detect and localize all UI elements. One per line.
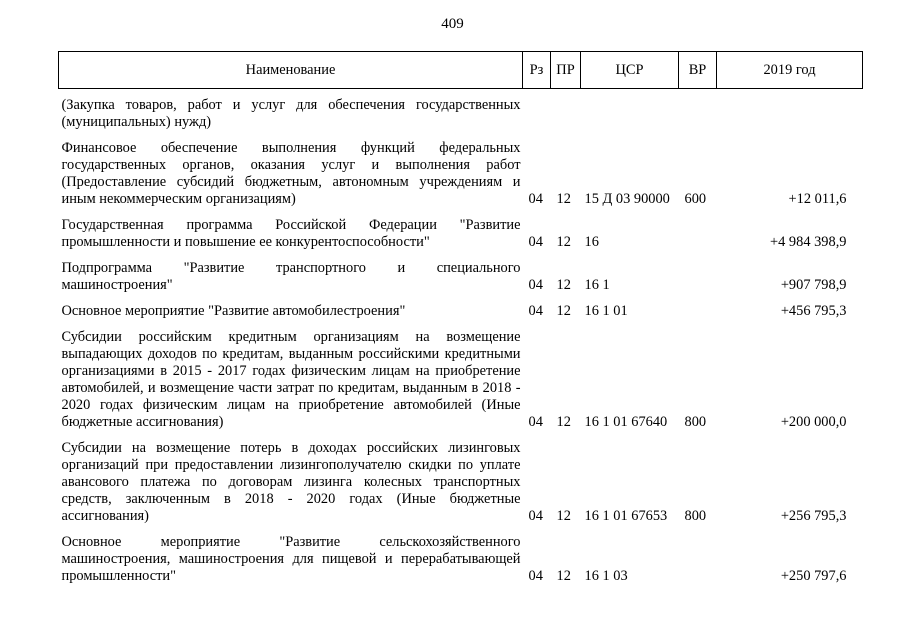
row-amount: +12 011,6	[788, 191, 847, 207]
budget-table	[58, 51, 863, 585]
table-row	[59, 440, 863, 525]
row-name: Государственная программа Российской Федерации "Развитие промышленности и повышение ее конкурентоспособности"	[61, 217, 521, 250]
header-year: 2019 год	[717, 52, 863, 89]
row-amount: +907 798,9	[780, 277, 847, 293]
row-csr: 16 1 01 67653	[584, 508, 668, 524]
row-csr: 16	[584, 234, 599, 250]
row-pr: 12	[556, 234, 571, 250]
row-name: Финансовое обеспечение выполнения функций федеральных государственных органов, оказания услуг и выполнения работ (Предоставление субсидий бюджетным, автономным учреждениям и иным некоммерческим организациям)	[61, 140, 521, 207]
row-pr	[551, 89, 581, 132]
row-name: Основное мероприятие "Развитие сельскохозяйственного машиностроения, машиностроения для пищевой и перерабатывающей промышленности"	[61, 534, 521, 584]
row-csr: 16 1	[584, 277, 610, 293]
header-rz: Рз	[523, 52, 551, 89]
row-pr: 12	[556, 568, 571, 584]
header-pr: ПР	[551, 52, 581, 89]
table-row	[59, 89, 863, 132]
row-rz	[523, 89, 551, 132]
row-amount: +250 797,6	[780, 568, 847, 584]
row-name: Субсидии на возмещение потерь в доходах российских лизинговых организаций при предоставлении лизингополучателю скидки по уплате авансового платежа по договорам лизинга колесных транспортных средств, заключенным в 2018 - 2020 годах (Иные бюджетные ассигнования)	[61, 440, 521, 524]
row-rz: 04	[528, 234, 543, 250]
row-pr: 12	[556, 191, 571, 207]
header-vr: ВР	[679, 52, 717, 89]
row-pr: 12	[556, 277, 571, 293]
row-rz: 04	[528, 568, 543, 584]
row-name: Подпрограмма "Развитие транспортного и специального машиностроения"	[61, 260, 521, 293]
row-csr: 16 1 01	[584, 303, 628, 319]
row-rz: 04	[528, 191, 543, 207]
row-rz: 04	[528, 508, 543, 524]
table-row	[59, 329, 863, 431]
row-csr: 16 1 03	[584, 568, 628, 584]
row-pr: 12	[556, 303, 571, 319]
table-header	[59, 52, 863, 89]
table-row	[59, 303, 863, 320]
row-vr	[679, 303, 717, 320]
row-name: Субсидии российским кредитным организациям на возмещение выпадающих доходов по кредитам, выданным российскими кредитными организациями в 2015 - 2017 годах физическим лицам на приобретение автомобилей, и возмещение части затрат по кредитам, выданным в 2018 - 2020 годах физическим лицам на приобретение автомобилей (Иные бюджетные ассигнования)	[61, 329, 521, 430]
page-number: 409	[441, 16, 464, 32]
row-vr	[679, 260, 717, 294]
row-vr: 600	[684, 191, 707, 207]
row-amount: +200 000,0	[780, 414, 847, 430]
row-pr: 12	[556, 414, 571, 430]
row-csr	[581, 89, 679, 132]
row-vr: 800	[684, 508, 707, 524]
row-name: Основное мероприятие "Развитие автомобилестроения"	[61, 303, 406, 319]
row-amount	[717, 89, 863, 132]
row-name: (Закупка товаров, работ и услуг для обеспечения государственных (муниципальных) нужд)	[61, 97, 521, 130]
table-row	[59, 260, 863, 294]
header-csr: ЦСР	[581, 52, 679, 89]
row-rz: 04	[528, 414, 543, 430]
row-vr	[679, 534, 717, 585]
table-row	[59, 140, 863, 208]
row-vr	[679, 217, 717, 251]
row-vr: 800	[684, 414, 707, 430]
row-rz: 04	[528, 277, 543, 293]
table-row	[59, 217, 863, 251]
row-csr: 16 1 01 67640	[584, 414, 668, 430]
row-csr: 15 Д 03 90000	[584, 191, 670, 207]
table-row	[59, 534, 863, 585]
table-body	[59, 89, 863, 586]
row-amount: +456 795,3	[780, 303, 847, 319]
row-rz: 04	[528, 303, 543, 319]
row-amount: +4 984 398,9	[770, 234, 847, 250]
row-pr: 12	[556, 508, 571, 524]
header-name: Наименование	[59, 52, 523, 89]
row-amount: +256 795,3	[780, 508, 847, 524]
row-vr	[679, 89, 717, 132]
